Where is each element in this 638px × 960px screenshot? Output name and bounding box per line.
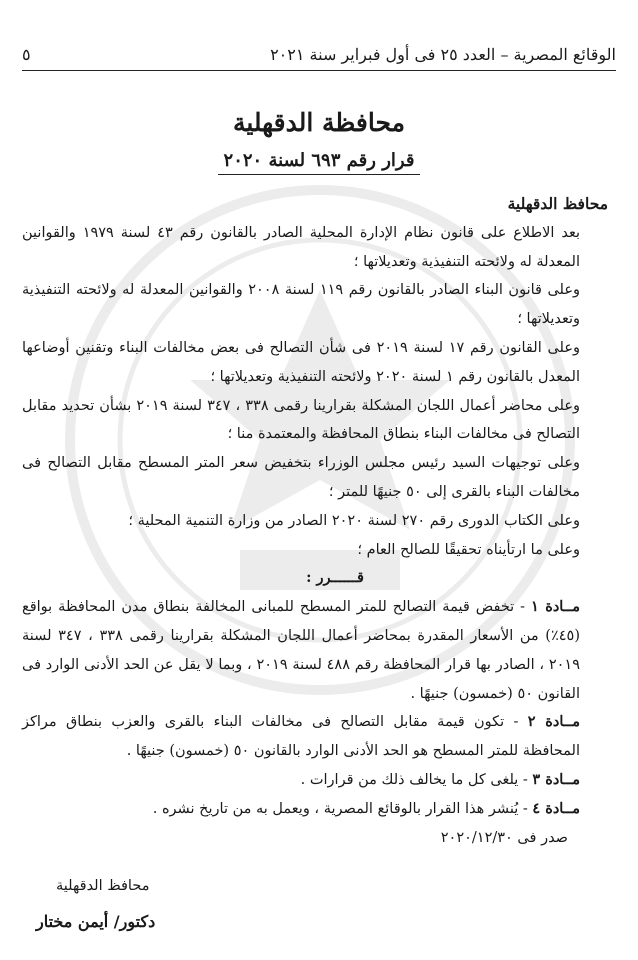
article (22, 766, 608, 795)
preamble-clause: وعلى قانون البناء الصادر بالقانون رقم ١١٩ لسنة ٢٠٠٨ والقوانين المعدلة له ولائحته التنفيذية وتعديلاتها ؛ (22, 282, 580, 328)
preamble-clause: وعلى القانون رقم ١٧ لسنة ٢٠١٩ فى شأن التصالح فى بعض مخالفات البناء وتقنين أوضاعها المعدل بالقانون رقم ١ لسنة ٢٠٢٠ ولائحته التنفيذية وتعديلاتها ؛ (22, 339, 580, 385)
decree-body (22, 190, 608, 852)
article-text: - يُنشر هذا القرار بالوقائع المصرية ، ويعمل به من تاريخ نشره . (152, 800, 533, 817)
article-text: - تكون قيمة مقابل التصالح فى مخالفات البناء بالقرى والعزب بنطاق مراكز المحافظة للمتر المسطح هو الحد الأدنى الوارد بالقانون ٥٠ (خمسون) جنيهًا . (22, 714, 580, 760)
running-title: الوقائع المصرية – العدد ٢٥ فى أول فبراير سنة ٢٠٢١ (270, 45, 616, 64)
governorate-title: محافظة الدقهلية (232, 108, 406, 137)
preamble-clause: وعلى ما ارتأيناه تحقيقًا للصالح العام ؛ (357, 541, 580, 558)
article (22, 593, 608, 708)
article-text: - تخفض قيمة التصالح للمتر المسطح للمبانى المخالفة بنطاق مدن المحافظة بواقع (٤٥٪) من الأسعار المقدرة بمحاضر أعمال اللجان المشكلة بقرارينا رقمى ٣٣٨ ، ٣٤٧ لسنة ٢٠١٩ ، الصادر بها قرار المحافظة رقم ٤٨٨ لسنة ٢٠١٩ ، وبما لا يقل عن الحد الأدنى الوارد فى القانون ٥٠ (خمسون) جنيهًا . (22, 599, 580, 702)
article (22, 795, 608, 824)
governor-heading: محافظ الدقهلية (507, 194, 608, 213)
article-label: مــادة ٤ (532, 799, 580, 817)
article-label: مــادة ١ (531, 598, 580, 616)
preamble-clause: وعلى الكتاب الدورى رقم ٢٧٠ لسنة ٢٠٢٠ الصادر من وزارة التنمية المحلية ؛ (128, 512, 580, 529)
article-text: - يلغى كل ما يخالف ذلك من قرارات . (300, 771, 533, 788)
article-label: مــادة ٢ (527, 713, 580, 731)
preamble-clause: وعلى محاضر أعمال اللجان المشكلة بقرارينا رقمى ٣٣٨ ، ٣٤٧ لسنة ٢٠١٩ بشأن تحديد مقابل التصالح فى مخالفات البناء بنطاق المحافظة والمعتمدة منا ؛ (22, 397, 580, 443)
decree-title: قرار رقم ٦٩٣ لسنة ٢٠٢٠ (218, 150, 421, 175)
resolved-heading: قــــــرر : (306, 569, 364, 587)
signature-name: دكتور/ أيمن مختار (36, 912, 156, 931)
preamble-clause: وعلى توجيهات السيد رئيس مجلس الوزراء بتخفيض سعر المتر المسطح مقابل التصالح فى مخالفات البناء بالقرى إلى ٥٠ جنيهًا للمتر ؛ (22, 455, 580, 500)
preamble-clause: بعد الاطلاع على قانون نظام الإدارة المحلية الصادر بالقانون رقم ٤٣ لسنة ١٩٧٩ والقوانين المعدلة له ولائحته التنفيذية وتعديلاتها ؛ (22, 224, 580, 270)
page-header (22, 36, 616, 64)
issued-date: صدر فى ٢٠٢٠/١٢/٣٠ (440, 829, 568, 846)
page-number: ٥ (22, 45, 31, 64)
article (22, 708, 608, 766)
decree-title-wrap (0, 150, 638, 171)
article-label: مــادة ٣ (532, 770, 580, 788)
header-divider (22, 70, 616, 71)
signature-title: محافظ الدقهلية (56, 878, 150, 894)
